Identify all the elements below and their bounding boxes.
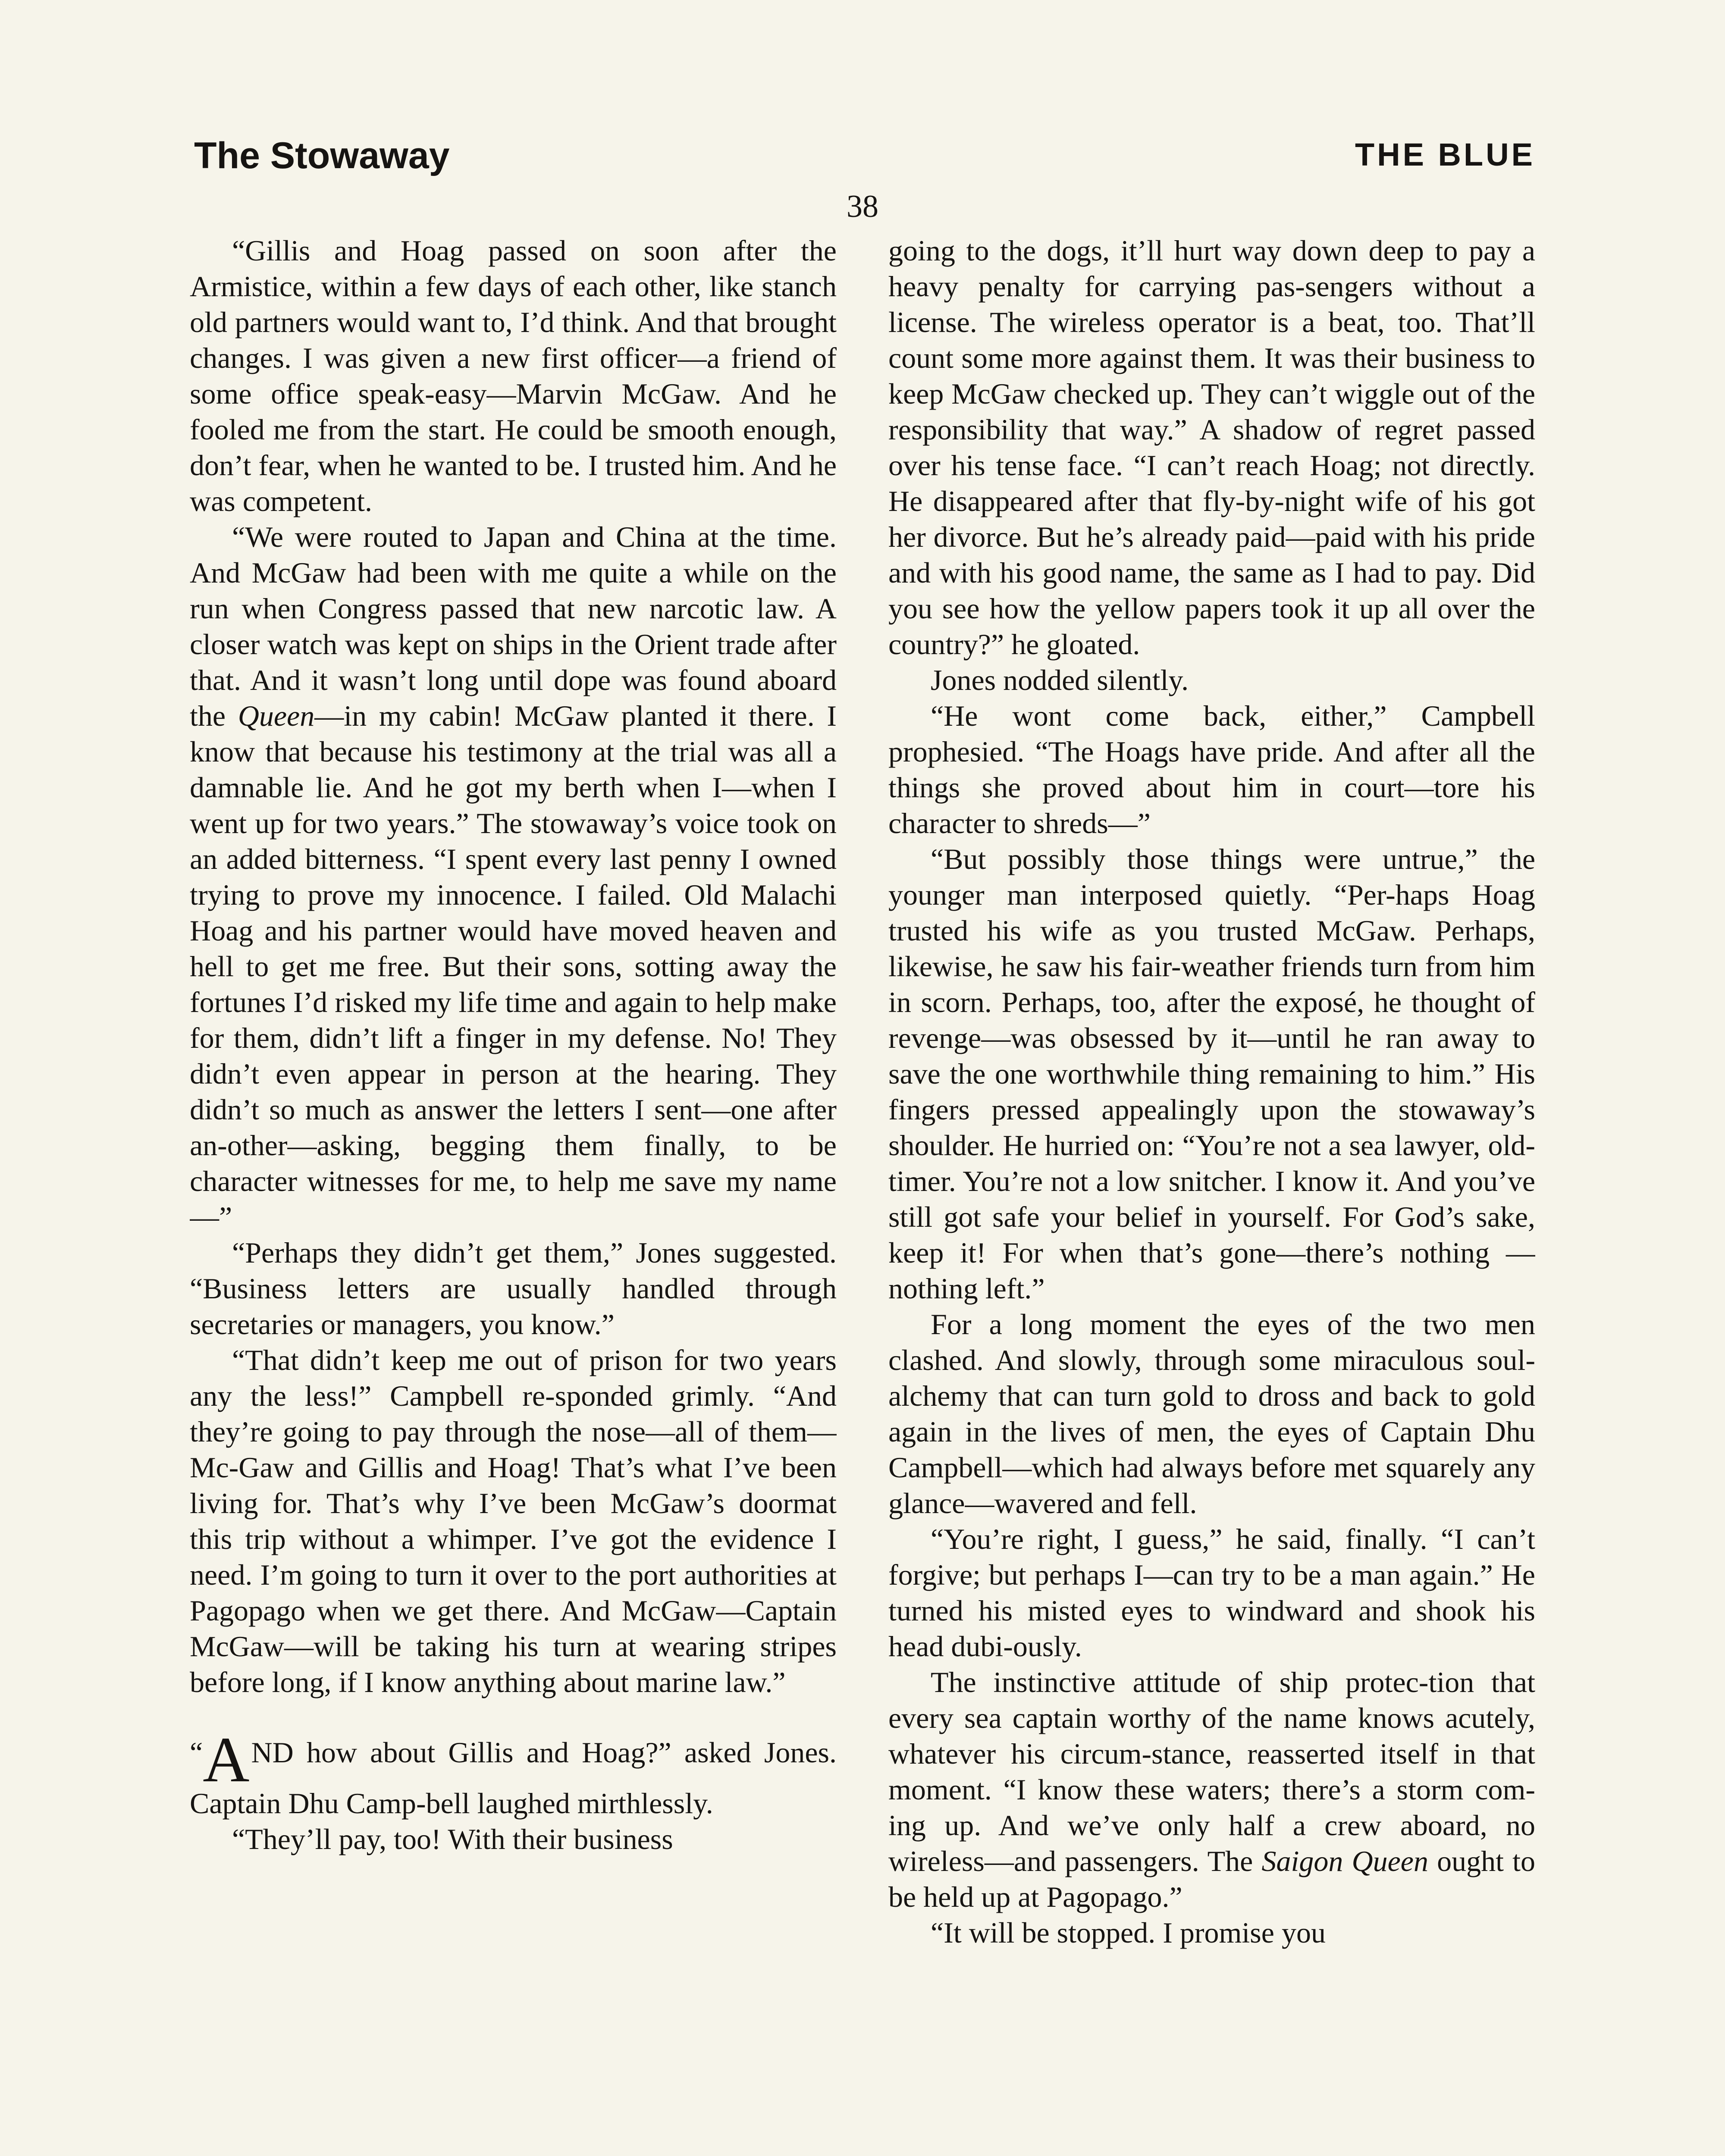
paragraph: “Perhaps they didn’t get them,” Jones suggested. “Business letters are usually handled through secretaries or managers, you know.” — [190, 1236, 837, 1341]
paragraph: “He wont come back, either,” Campbell prophesied. “The Hoags have pride. And after all the things she proved about him in court—tore his character to shreds—” — [888, 699, 1535, 840]
text-run: “We were routed to Japan and China at the time. And McGaw had been with me quite a while on the run when Congress passed that new narcotic law. A closer watch was kept on ships in the Orient trade after that. And it wasn’t long until dope was found aboard the — [190, 520, 837, 732]
drop-cap: A — [203, 1724, 250, 1796]
paragraph: For a long moment the eyes of the two men clashed. And slowly, through some miraculous soul-alchemy that can turn gold to dross and back to gold again in the lives of men, the eyes of Captain Dhu Campbell—which had always before met squarely any glance—wavered and fell. — [888, 1308, 1535, 1520]
text-run: —in my cabin! McGaw planted it there. I know that because his testimony at the trial was all a damnable lie. And he got my berth when I—when I went up for two years.” The stowaway’s voice took on an added bitterness. “I spent every last penny I owned trying to prove my innocence. I failed. Old Malachi Hoag and his partner would have moved heaven and hell to get me free. But their sons, sotting away the fortunes I’d risked my life time and again to help make for them, didn’t lift a finger in my defense. No! They didn’t even appear in person at the hearing. They didn’t so much as answer the letters I sent—one after an-other—asking, begging them finally, to be character witnesses for me, to help me save my name—” — [190, 699, 837, 1233]
magazine-title: THE BLUE — [1355, 137, 1535, 172]
paragraph — [888, 1664, 1535, 1915]
paragraph: Jones nodded silently. — [931, 664, 1189, 696]
continued-paragraph: going to the dogs, it’ll hurt way down deep to pay a heavy penalty for carrying pas-sengers without a license. The wireless operator is a beat, too. That’ll count some more against them. It was their business to keep McGaw checked up. They can’t wiggle out of the responsibility that way.” A shadow of regret passed over his tense face. “I can’t reach Hoag; not directly. He disappeared after that fly-by-night wife of his got her divorce. But he’s already paid—paid with his pride and with his good name, the same as I had to pay. Did you see how the yellow papers took it up all over the country?” he gloated. — [888, 234, 1535, 661]
story-title: The Stowaway — [194, 135, 450, 176]
ship-name-italic: Queen — [238, 699, 315, 732]
page-number: 38 — [847, 189, 878, 224]
left-text-column — [190, 233, 837, 2156]
ship-name-italic: Saigon Queen — [1261, 1845, 1428, 1877]
paragraph: “Gillis and Hoag passed on soon after the Armistice, within a few days of each other, like stanch old partners would want to, I’d think. And that brought changes. I was given a new first officer—a friend of some office speak-easy—Marvin McGaw. And he fooled me from the start. He could be smooth enough, don’t fear, when he wanted to be. I trusted him. And he was competent. — [190, 234, 837, 517]
right-text-column — [888, 233, 1535, 2156]
text-run: The instinctive attitude of ship protec-tion that every sea captain worthy of the name knows acutely, whatever his circum-stance, reasserted itself in that moment. “I know these waters; there’s a storm com-ing up. And we’ve only half a crew aboard, no wireless—and passengers. The — [888, 1666, 1535, 1877]
paragraph — [190, 519, 837, 1235]
section-start-paragraph — [190, 1724, 837, 1821]
text-run: ought to be held up at Pagopago.” — [888, 1845, 1535, 1913]
paragraph: “But possibly those things were untrue,” the younger man interposed quietly. “Per-haps Hoag trusted his wife as you trusted McGaw. Perhaps, likewise, he saw his fair-weather friends turn from him in scorn. Perhaps, too, after the exposé, he thought of revenge—was obsessed by it—until he ran away to save the one worthwhile thing remaining to him.” His fingers pressed appealingly upon the stowaway’s shoulder. He hurried on: “You’re not a sea lawyer, old-timer. You’re not a low snitcher. I know it. And you’ve still got safe your belief in yourself. For God’s sake, keep it! For when that’s gone—there’s nothing —nothing left.” — [888, 843, 1535, 1305]
paragraph: “That didn’t keep me out of prison for two years any the less!” Campbell re-sponded grimly. “And they’re going to pay through the nose—all of them—Mc-Gaw and Gillis and Hoag! That’s what I’ve been living for. That’s why I’ve been McGaw’s doormat this trip without a whimper. I’ve got the evidence I need. I’m going to turn it over to the port authorities at Pagopago when we get there. And McGaw—Captain McGaw—will be taking his turn at wearing stripes before long, if I know anything about marine law.” — [190, 1344, 837, 1698]
paragraph: “They’ll pay, too! With their business — [232, 1823, 673, 1855]
paragraph: “You’re right, I guess,” he said, finally. “I can’t forgive; but perhaps I—can try to be a man again.” He turned his misted eyes to windward and shook his head dubi-ously. — [888, 1523, 1535, 1663]
paragraph: “It will be stopped. I promise you — [931, 1916, 1326, 1949]
text-run: ND how about Gillis and Hoag?” asked Jones. Captain Dhu Camp-bell laughed mirthlessly. — [190, 1736, 837, 1820]
opening-quote: “ — [190, 1736, 203, 1769]
